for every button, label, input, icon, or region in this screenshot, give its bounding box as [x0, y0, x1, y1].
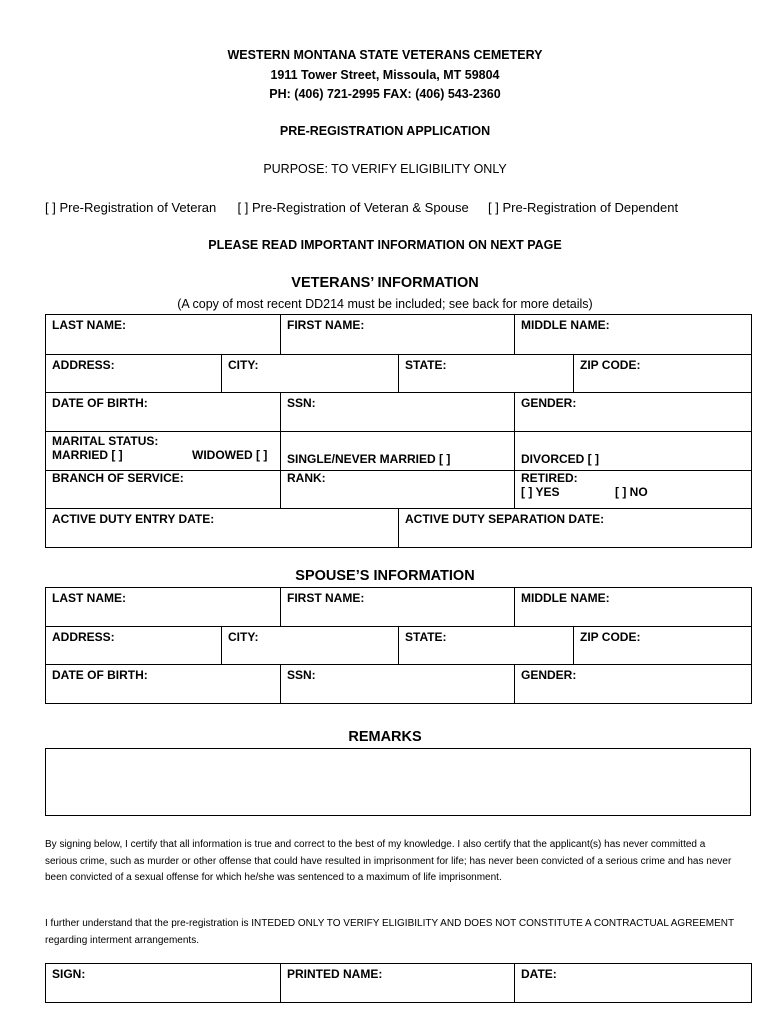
veteran-address-field[interactable]: ADDRESS: — [46, 355, 222, 393]
veteran-section-subtitle: (A copy of most recent DD214 must be included; see back for more details) — [177, 297, 593, 311]
form-title: PRE-REGISTRATION APPLICATION — [279, 124, 491, 138]
spouse-ssn-field[interactable]: SSN: — [281, 665, 515, 704]
veteran-dob-field[interactable]: DATE OF BIRTH: — [46, 393, 281, 432]
notice: PLEASE READ IMPORTANT INFORMATION ON NEXT PAGE — [208, 238, 562, 252]
veteran-first-name-field[interactable]: FIRST NAME: — [281, 315, 515, 355]
spouse-address-field[interactable]: ADDRESS: — [46, 627, 222, 665]
retired-label: RETIRED: — [521, 471, 578, 485]
veteran-city-field[interactable]: CITY: — [222, 355, 399, 393]
veteran-table — [45, 314, 752, 548]
spouse-zip-field[interactable]: ZIP CODE: — [574, 627, 752, 665]
widowed-checkbox[interactable]: WIDOWED [ ] — [192, 448, 268, 462]
org-name: WESTERN MONTANA STATE VETERANS CEMETERY — [227, 48, 543, 62]
signature-table — [45, 963, 752, 1003]
registration-options — [45, 200, 745, 215]
branch-field[interactable]: BRANCH OF SERVICE: — [46, 471, 281, 509]
entry-date-field[interactable]: ACTIVE DUTY ENTRY DATE: — [46, 509, 399, 548]
spouse-dob-field[interactable]: DATE OF BIRTH: — [46, 665, 281, 704]
spouse-section-title: SPOUSE’S INFORMATION — [295, 568, 475, 584]
org-phone: PH: (406) 721-2995 FAX: (406) 543-2360 — [269, 87, 501, 101]
veteran-zip-field[interactable]: ZIP CODE: — [574, 355, 752, 393]
veteran-gender-field[interactable]: GENDER: — [515, 393, 752, 432]
married-checkbox[interactable]: MARRIED [ ] — [52, 448, 123, 462]
divorced-checkbox[interactable]: DIVORCED [ ] — [515, 432, 752, 471]
spouse-middle-name-field[interactable]: MIDDLE NAME: — [515, 588, 752, 627]
veteran-state-field[interactable]: STATE: — [399, 355, 574, 393]
certification-paragraph: By signing below, I certify that all information is true and correct to the best of my knowledge. I also certify that the applicant(s) has never committed a serious crime, such as murder or other offense that could have resulted in imprisonment for life; has never been convicted of a serious crime and has never been convicted of a sexual offense for which he/she was sentenced to a maximum of life imprisonment. — [45, 839, 732, 883]
spouse-city-field[interactable]: CITY: — [222, 627, 399, 665]
spouse-first-name-field[interactable]: FIRST NAME: — [281, 588, 515, 627]
agreement-paragraph: I further understand that the pre-registration is INTEDED ONLY TO VERIFY ELIGIBILITY AND DOES NOT CONSTITUTE A CONTRACTUAL AGREEMENT regarding interment arrangements. — [45, 918, 734, 946]
spouse-gender-field[interactable]: GENDER: — [515, 665, 752, 704]
marital-status-cell — [46, 432, 281, 471]
printed-name-field[interactable]: PRINTED NAME: — [281, 964, 515, 1003]
marital-status-label: MARITAL STATUS: — [52, 434, 159, 448]
remarks-title: REMARKS — [348, 729, 422, 745]
veteran-middle-name-field[interactable]: MIDDLE NAME: — [515, 315, 752, 355]
single-checkbox[interactable]: SINGLE/NEVER MARRIED [ ] — [281, 432, 515, 471]
retired-cell — [515, 471, 752, 509]
spouse-table — [45, 587, 752, 704]
option-veteran[interactable]: [ ] Pre-Registration of Veteran — [45, 200, 217, 215]
spouse-state-field[interactable]: STATE: — [399, 627, 574, 665]
separation-date-field[interactable]: ACTIVE DUTY SEPARATION DATE: — [399, 509, 752, 548]
veteran-last-name-field[interactable]: LAST NAME: — [46, 315, 281, 355]
purpose-line: PURPOSE: TO VERIFY ELIGIBILITY ONLY — [263, 162, 507, 176]
veteran-ssn-field[interactable]: SSN: — [281, 393, 515, 432]
spouse-last-name-field[interactable]: LAST NAME: — [46, 588, 281, 627]
option-veteran-spouse[interactable]: [ ] Pre-Registration of Veteran & Spouse — [237, 200, 469, 215]
date-field[interactable]: DATE: — [515, 964, 752, 1003]
retired-no-checkbox[interactable]: [ ] NO — [615, 485, 648, 499]
remarks-box[interactable] — [45, 748, 751, 816]
org-address: 1911 Tower Street, Missoula, MT 59804 — [270, 68, 500, 82]
veteran-section-title: VETERANS’ INFORMATION — [291, 275, 479, 291]
sign-field[interactable]: SIGN: — [46, 964, 281, 1003]
option-dependent[interactable]: [ ] Pre-Registration of Dependent — [488, 200, 679, 215]
rank-field[interactable]: RANK: — [281, 471, 515, 509]
retired-yes-checkbox[interactable]: [ ] YES — [521, 485, 560, 499]
